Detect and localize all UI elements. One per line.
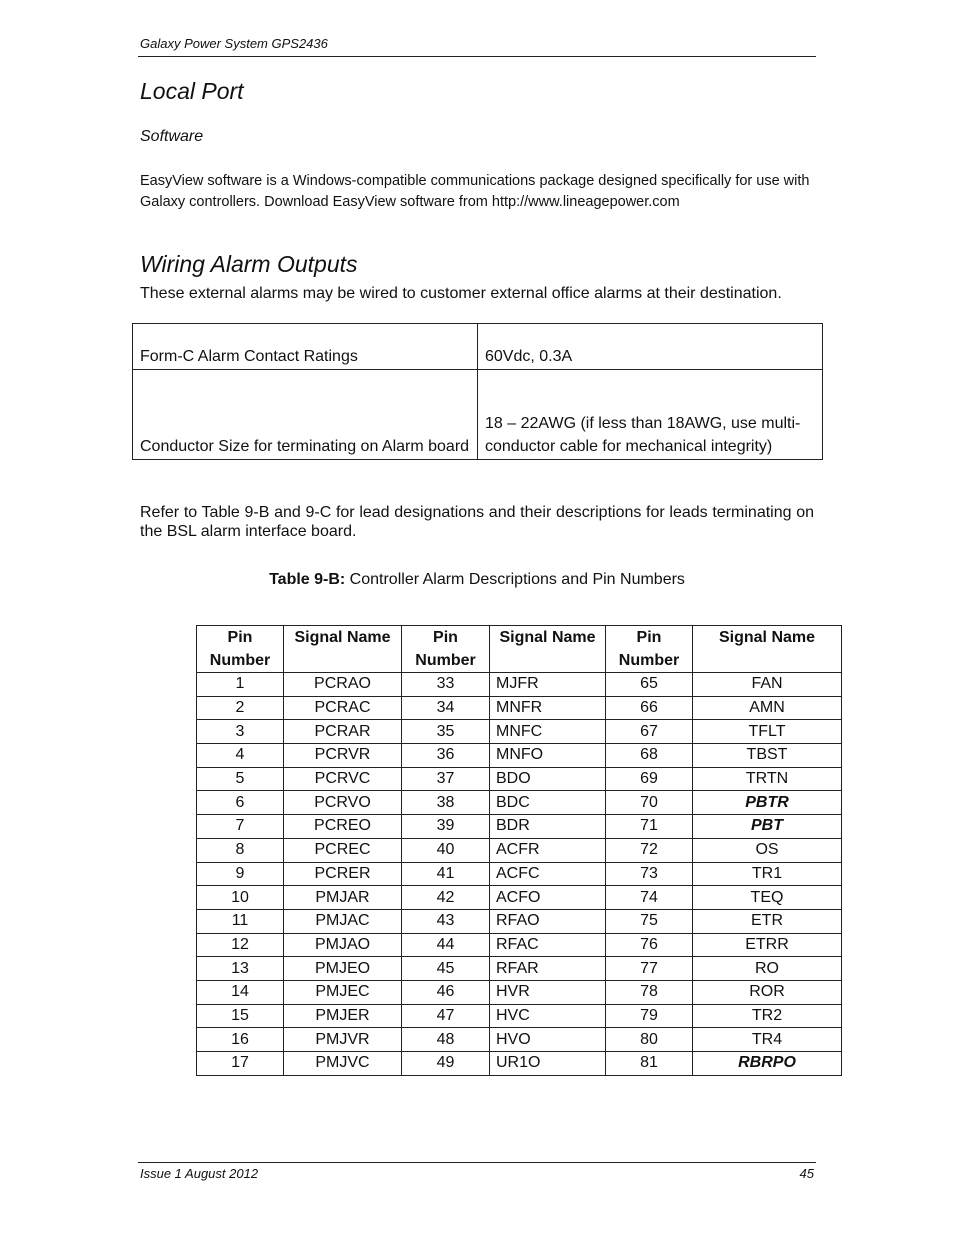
table-caption <box>0 571 954 589</box>
pin-number-cell: 4 <box>197 744 284 768</box>
pin-number-cell: 17 <box>197 1052 284 1076</box>
table-row <box>197 909 842 933</box>
signal-name-cell: MNFC <box>490 720 606 744</box>
footer-issue: Issue 1 August 2012 <box>140 1166 259 1181</box>
software-paragraph: EasyView software is a Windows-compatible communications package designed specifically for use with Galaxy controllers. Download EasyView software from http://www.lineagepower.com <box>140 173 810 210</box>
signal-name-cell: PMJVR <box>284 1028 402 1052</box>
signal-name-cell: PMJAC <box>284 909 402 933</box>
signal-name-cell: HVR <box>490 980 606 1004</box>
signal-name-cell: PBTR <box>693 791 842 815</box>
table-row <box>197 815 842 839</box>
pin-number-cell: 5 <box>197 767 284 791</box>
subheading-software: Software <box>140 128 204 145</box>
table-row <box>197 1052 842 1076</box>
column-header: Pin Number <box>402 626 490 673</box>
signal-name-cell: TR1 <box>693 862 842 886</box>
section-heading-local-port: Local Port <box>140 78 244 104</box>
signal-name-cell: MNFR <box>490 696 606 720</box>
pin-number-cell: 38 <box>402 791 490 815</box>
signal-name-cell: PMJEC <box>284 980 402 1004</box>
page-number: 45 <box>799 1166 814 1181</box>
signal-name-cell: PMJAR <box>284 886 402 910</box>
table-row <box>197 886 842 910</box>
pin-number-cell: 35 <box>402 720 490 744</box>
signal-name-cell: ROR <box>693 980 842 1004</box>
signal-name-cell: TBST <box>693 744 842 768</box>
signal-name-cell: BDR <box>490 815 606 839</box>
signal-name-cell: TR2 <box>693 1004 842 1028</box>
column-header: Pin Number <box>197 626 284 673</box>
pin-number-cell: 16 <box>197 1028 284 1052</box>
pin-number-cell: 13 <box>197 957 284 981</box>
signal-name-cell: PCRAR <box>284 720 402 744</box>
table-row <box>197 862 842 886</box>
pin-number-cell: 40 <box>402 838 490 862</box>
pin-number-cell: 66 <box>606 696 693 720</box>
signal-name-cell: RFAR <box>490 957 606 981</box>
column-header: Signal Name <box>693 626 842 673</box>
table-row <box>197 980 842 1004</box>
pin-number-cell: 41 <box>402 862 490 886</box>
pin-number-cell: 45 <box>402 957 490 981</box>
signal-name-cell: TRTN <box>693 767 842 791</box>
signal-name-cell: PBT <box>693 815 842 839</box>
signal-name-cell: BDC <box>490 791 606 815</box>
signal-name-cell: PMJER <box>284 1004 402 1028</box>
pin-number-cell: 15 <box>197 1004 284 1028</box>
signal-name-cell: PCREO <box>284 815 402 839</box>
pin-number-cell: 75 <box>606 909 693 933</box>
signal-name-cell: PCRVR <box>284 744 402 768</box>
spec-value: 60Vdc, 0.3A <box>478 324 823 370</box>
alarm-spec-table <box>132 323 823 460</box>
pin-number-cell: 69 <box>606 767 693 791</box>
pin-number-cell: 43 <box>402 909 490 933</box>
footer-divider <box>138 1162 816 1163</box>
running-header: Galaxy Power System GPS2436 <box>140 36 328 51</box>
signal-name-cell: BDO <box>490 767 606 791</box>
pin-number-cell: 81 <box>606 1052 693 1076</box>
pin-number-cell: 70 <box>606 791 693 815</box>
signal-name-cell: ACFR <box>490 838 606 862</box>
table-row <box>197 673 842 697</box>
spec-label: Conductor Size for terminating on Alarm board <box>133 370 478 460</box>
signal-name-cell: AMN <box>693 696 842 720</box>
signal-name-cell: UR1O <box>490 1052 606 1076</box>
section-heading-wiring-alarm-outputs: Wiring Alarm Outputs <box>140 251 358 277</box>
signal-name-cell: TR4 <box>693 1028 842 1052</box>
table-row <box>197 696 842 720</box>
pin-number-cell: 79 <box>606 1004 693 1028</box>
column-header: Pin Number <box>606 626 693 673</box>
pin-number-cell: 33 <box>402 673 490 697</box>
signal-name-cell: RBRPO <box>693 1052 842 1076</box>
spec-label: Form-C Alarm Contact Ratings <box>133 324 478 370</box>
signal-name-cell: RFAC <box>490 933 606 957</box>
pin-number-cell: 2 <box>197 696 284 720</box>
table-row <box>197 720 842 744</box>
pin-number-cell: 67 <box>606 720 693 744</box>
pin-number-cell: 72 <box>606 838 693 862</box>
pin-number-cell: 46 <box>402 980 490 1004</box>
pin-number-cell: 11 <box>197 909 284 933</box>
signal-name-cell: PCRAC <box>284 696 402 720</box>
signal-name-cell: FAN <box>693 673 842 697</box>
signal-name-cell: PMJVC <box>284 1052 402 1076</box>
signal-name-cell: PCRAO <box>284 673 402 697</box>
signal-name-cell: HVC <box>490 1004 606 1028</box>
pin-number-cell: 34 <box>402 696 490 720</box>
spec-value: 18 – 22AWG (if less than 18AWG, use multi-conductor cable for mechanical integrity) <box>478 370 823 460</box>
table-row <box>197 744 842 768</box>
spec-row <box>133 324 823 370</box>
spec-row <box>133 370 823 460</box>
table-row <box>197 838 842 862</box>
pin-number-cell: 6 <box>197 791 284 815</box>
signal-name-cell: PCRVC <box>284 767 402 791</box>
signal-name-cell: TEQ <box>693 886 842 910</box>
signal-name-cell: ACFC <box>490 862 606 886</box>
pin-number-cell: 71 <box>606 815 693 839</box>
table-row <box>197 933 842 957</box>
pin-number-cell: 1 <box>197 673 284 697</box>
signal-name-cell: PMJAO <box>284 933 402 957</box>
pin-number-cell: 14 <box>197 980 284 1004</box>
pin-table-header-row <box>197 626 842 673</box>
table-row <box>197 1004 842 1028</box>
column-header: Signal Name <box>490 626 606 673</box>
signal-name-cell: PMJEO <box>284 957 402 981</box>
pin-number-cell: 7 <box>197 815 284 839</box>
signal-name-cell: MNFO <box>490 744 606 768</box>
signal-name-cell: PCREC <box>284 838 402 862</box>
pin-number-cell: 3 <box>197 720 284 744</box>
signal-name-cell: MJFR <box>490 673 606 697</box>
signal-name-cell: ETRR <box>693 933 842 957</box>
pin-number-cell: 9 <box>197 862 284 886</box>
pin-number-cell: 74 <box>606 886 693 910</box>
pin-number-cell: 12 <box>197 933 284 957</box>
signal-name-cell: TFLT <box>693 720 842 744</box>
table-caption-label: Table 9-B: <box>269 571 346 588</box>
pin-number-cell: 78 <box>606 980 693 1004</box>
pin-number-cell: 36 <box>402 744 490 768</box>
table-row <box>197 957 842 981</box>
signal-name-cell: PCRVO <box>284 791 402 815</box>
wiring-intro-paragraph: These external alarms may be wired to customer external office alarms at their destination. <box>140 285 782 302</box>
pin-number-cell: 39 <box>402 815 490 839</box>
pin-number-cell: 76 <box>606 933 693 957</box>
pin-number-cell: 44 <box>402 933 490 957</box>
refer-paragraph: Refer to Table 9-B and 9-C for lead designations and their descriptions for leads terminating on the BSL alarm interface board. <box>140 504 814 540</box>
signal-name-cell: HVO <box>490 1028 606 1052</box>
pin-number-cell: 77 <box>606 957 693 981</box>
pin-number-cell: 37 <box>402 767 490 791</box>
pin-number-cell: 8 <box>197 838 284 862</box>
signal-name-cell: ETR <box>693 909 842 933</box>
pin-number-cell: 73 <box>606 862 693 886</box>
pin-number-cell: 49 <box>402 1052 490 1076</box>
pin-table <box>196 625 842 1076</box>
signal-name-cell: OS <box>693 838 842 862</box>
table-row <box>197 767 842 791</box>
pin-number-cell: 48 <box>402 1028 490 1052</box>
pin-number-cell: 47 <box>402 1004 490 1028</box>
signal-name-cell: PCRER <box>284 862 402 886</box>
table-row <box>197 791 842 815</box>
signal-name-cell: RO <box>693 957 842 981</box>
table-row <box>197 1028 842 1052</box>
pin-number-cell: 68 <box>606 744 693 768</box>
pin-number-cell: 80 <box>606 1028 693 1052</box>
column-header: Signal Name <box>284 626 402 673</box>
table-caption-text: Controller Alarm Descriptions and Pin Numbers <box>345 571 685 588</box>
signal-name-cell: ACFO <box>490 886 606 910</box>
pin-table-body <box>197 673 842 1076</box>
pin-number-cell: 10 <box>197 886 284 910</box>
pin-number-cell: 42 <box>402 886 490 910</box>
pin-number-cell: 65 <box>606 673 693 697</box>
signal-name-cell: RFAO <box>490 909 606 933</box>
header-divider <box>138 56 816 57</box>
